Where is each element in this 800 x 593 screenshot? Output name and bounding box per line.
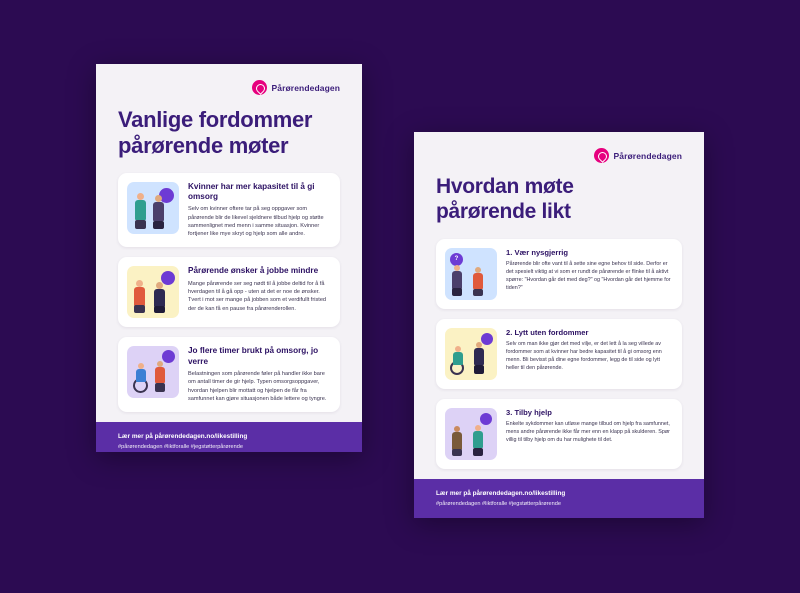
figure-body bbox=[452, 271, 462, 289]
card-heading: 2. Lytt uten fordommer bbox=[506, 327, 589, 337]
figure-head bbox=[137, 193, 144, 200]
card-text bbox=[506, 328, 673, 380]
decorative-circle bbox=[480, 413, 492, 425]
figure-head-2 bbox=[475, 267, 481, 273]
list-item bbox=[436, 239, 682, 309]
card-body: Enkelte sykdommer kan utløse mange tilbud om hjelp fra samfunnet, mens andre pårørende ikke får mer enn en klapp på skulderen. Spør villig til tilby hjelp om du har mulighete til det. bbox=[506, 421, 670, 444]
illustration-woman-with-elder bbox=[127, 182, 179, 234]
figure-head bbox=[454, 265, 460, 271]
card-text bbox=[506, 248, 673, 300]
figure-body-2 bbox=[473, 431, 483, 448]
card-text bbox=[506, 408, 673, 460]
brand-logo bbox=[96, 64, 362, 99]
poster-footer bbox=[96, 422, 362, 452]
illustration-listening-pair bbox=[445, 328, 497, 380]
illustration-offering-help bbox=[445, 408, 497, 460]
figure-body bbox=[136, 369, 146, 382]
card-body: Selv om man ikke gjør det med vilje, er det lett å la seg villede av fordommer som at kvinner har bedre kapasitet til å gi omsorg enn menn. Bli bevisst på dine egne fordommer, legg de til side og lytt heller til den pårørende. bbox=[506, 341, 662, 372]
brand-name: Pårørendedagen bbox=[271, 82, 340, 93]
figure-head bbox=[136, 280, 143, 287]
figure-legs-2 bbox=[473, 448, 483, 456]
illustration-wheelchair-care bbox=[127, 346, 179, 398]
card-heading: Kvinner har mer kapasitet til å gi omsorg bbox=[188, 181, 315, 202]
card-body: Pårørende blir ofte vant til å sette sine egne behov til side. Derfor er det spesielt viktig at vi som er rundt de pårørende er flinke til å aktivt spørre: "Hvordan går det med deg?" og "Hvordan går det hjemme for tiden?" bbox=[506, 261, 671, 292]
heart-logo-icon bbox=[594, 148, 609, 163]
card-body: Belastningen som pårørende føler på handler ikke bare om antall timer de gir hjelp. Typen omsorgsoppgaver, hvordan hjelpen blir mottatt og hjelpen de får fra samfunnet kan gjøre situasjonen både lettere og tyngre. bbox=[188, 370, 327, 402]
poster-hvordan-mote-parorende-likt bbox=[414, 132, 704, 518]
decorative-circle bbox=[481, 333, 493, 345]
question-badge: ? bbox=[450, 253, 463, 266]
figure-head bbox=[454, 426, 460, 432]
figure-body bbox=[452, 432, 462, 450]
heart-logo-icon bbox=[252, 80, 267, 95]
figure-body bbox=[453, 352, 463, 365]
brand-logo bbox=[414, 132, 704, 167]
figure-head-2 bbox=[156, 282, 163, 289]
figure-legs-2 bbox=[153, 221, 164, 229]
card-text bbox=[188, 182, 331, 239]
decorative-circle bbox=[162, 350, 175, 363]
figure-head-2 bbox=[475, 425, 481, 431]
poster-content bbox=[96, 99, 362, 422]
poster-vanlige-fordommer bbox=[96, 64, 362, 452]
figure-head-2 bbox=[155, 195, 162, 202]
list-item bbox=[118, 337, 340, 412]
title-line-1: Vanlige fordommer bbox=[118, 107, 313, 132]
figure-body-2 bbox=[155, 367, 165, 383]
figure-head-2 bbox=[476, 342, 482, 348]
card-heading: Pårørende ønsker å jobbe mindre bbox=[188, 266, 319, 276]
card-heading: 3. Tilby hjelp bbox=[506, 407, 552, 417]
figure-legs-2 bbox=[155, 383, 165, 392]
figure-legs-2 bbox=[154, 306, 165, 313]
figure-body-2 bbox=[474, 348, 484, 365]
figure-legs-2 bbox=[474, 365, 484, 374]
list-item bbox=[118, 173, 340, 248]
brand-name: Pårørendedagen bbox=[613, 150, 682, 161]
page-title bbox=[118, 107, 340, 159]
figure-body bbox=[134, 287, 145, 306]
card-body: Selv om kvinner oftere tar på seg oppgaver som pårørende blir de likevel sjeldnere tilbud hjelp og støtte sammenlignet med menn i samme situasjon. Kvinner fortjener like mye skryt og hjelp som alle andre. bbox=[188, 206, 324, 238]
poster-footer bbox=[414, 479, 704, 518]
title-line-2: pårørende likt bbox=[436, 199, 571, 223]
card-heading: Jo flere timer brukt på omsorg, jo verre bbox=[188, 346, 319, 366]
poster-content bbox=[414, 167, 704, 479]
page-title bbox=[436, 175, 682, 225]
figure-legs bbox=[452, 449, 462, 456]
figure-head bbox=[455, 346, 461, 352]
figure-legs-2 bbox=[473, 289, 483, 296]
list-item bbox=[118, 257, 340, 327]
figure-legs bbox=[452, 288, 462, 296]
footer-hashtags: #pårørendedagen #liktforalle #jegstøtterpårørende bbox=[436, 500, 561, 507]
title-line-1: Hvordan møte bbox=[436, 175, 574, 198]
figure-legs bbox=[135, 220, 146, 229]
illustration-curious-question bbox=[445, 248, 497, 300]
illustration-office-workers bbox=[127, 266, 179, 318]
list-item bbox=[436, 399, 682, 469]
footer-link[interactable]: Lær mer på pårørendedagen.no/likestilling bbox=[118, 433, 248, 441]
figure-body-2 bbox=[154, 289, 165, 307]
figure-body-2 bbox=[153, 202, 164, 221]
footer-link[interactable]: Lær mer på pårørendedagen.no/likestilling bbox=[436, 489, 566, 497]
title-line-2: pårørende møter bbox=[118, 132, 289, 158]
card-text bbox=[188, 266, 331, 318]
figure-legs bbox=[134, 305, 145, 313]
footer-hashtags: #pårørendedagen #liktforalle #jegstøtterpårørende bbox=[118, 444, 243, 451]
card-body: Mange pårørende ser seg nødt til å jobbe deltid for å få hverdagen til å gå opp - uten at det er noe de ønsker. Tvert i mot ser mange på jobben som et verdifullt fristed der de kan få en pause fra pårørenderollen. bbox=[188, 280, 327, 312]
card-heading: 1. Vær nysgjerrig bbox=[506, 247, 569, 257]
figure-body bbox=[135, 200, 146, 220]
list-item bbox=[436, 319, 682, 389]
figure-body-2 bbox=[473, 273, 483, 289]
card-text bbox=[188, 346, 331, 403]
decorative-circle bbox=[161, 271, 175, 285]
